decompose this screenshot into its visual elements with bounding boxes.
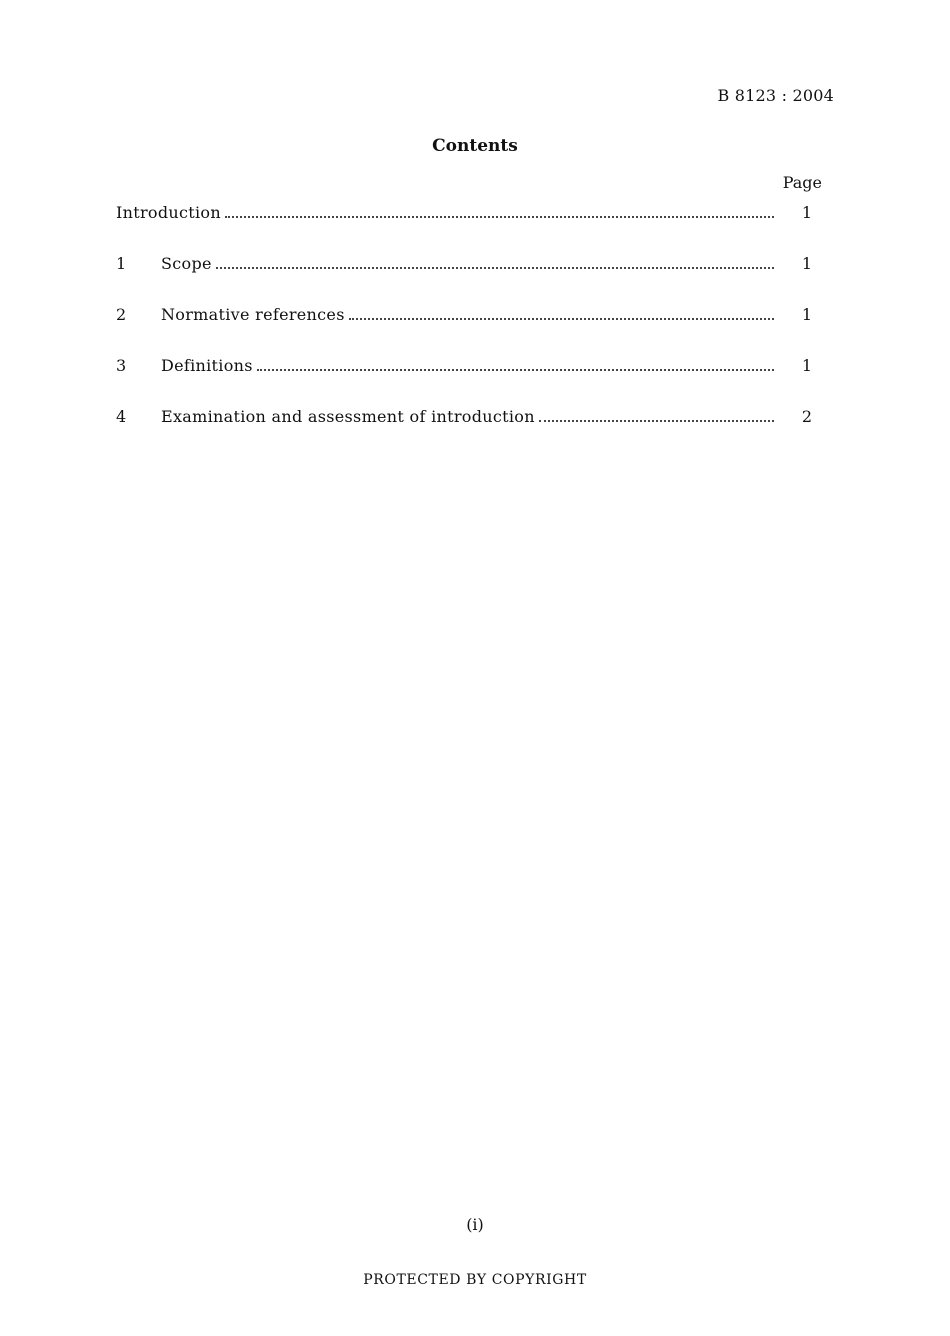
copyright-notice: PROTECTED BY COPYRIGHT <box>363 1272 587 1288</box>
dot-leader <box>225 212 774 218</box>
toc-entry-main <box>161 406 774 428</box>
toc-entry-main <box>161 253 774 275</box>
page-number: (i) <box>466 1215 484 1234</box>
toc-entry-main <box>161 355 774 377</box>
page-column-header: Page <box>782 173 822 192</box>
dot-leader <box>257 365 774 371</box>
toc-entry-number: 4 <box>116 407 127 426</box>
toc-entry-title: Definitions <box>161 356 253 375</box>
toc-entry-page: 1 <box>801 305 812 324</box>
toc-entry-page: 1 <box>801 356 812 375</box>
toc-entry-main <box>116 202 774 224</box>
toc-entry-scope[interactable] <box>116 253 814 304</box>
page-title: Contents <box>432 136 518 156</box>
toc-entry-main <box>161 304 774 326</box>
table-of-contents <box>116 202 814 457</box>
toc-entry-title: Introduction <box>116 203 221 222</box>
dot-leader <box>349 314 774 320</box>
toc-entry-title: Normative references <box>161 305 345 324</box>
toc-entry-title: Examination and assessment of introduction <box>161 407 535 426</box>
toc-entry-page: 1 <box>801 254 812 273</box>
toc-entry-number: 2 <box>116 305 127 324</box>
toc-entry-examination[interactable] <box>116 406 814 457</box>
dot-leader <box>539 416 774 422</box>
toc-entry-title: Scope <box>161 254 212 273</box>
document-code: B 8123 : 2004 <box>717 86 834 105</box>
toc-entry-normative-references[interactable] <box>116 304 814 355</box>
dot-leader <box>216 263 774 269</box>
toc-entry-page: 1 <box>801 203 812 222</box>
toc-entry-introduction[interactable] <box>116 202 814 253</box>
toc-entry-number: 3 <box>116 356 127 375</box>
toc-entry-number: 1 <box>116 254 127 273</box>
toc-entry-definitions[interactable] <box>116 355 814 406</box>
toc-entry-page: 2 <box>801 407 812 426</box>
